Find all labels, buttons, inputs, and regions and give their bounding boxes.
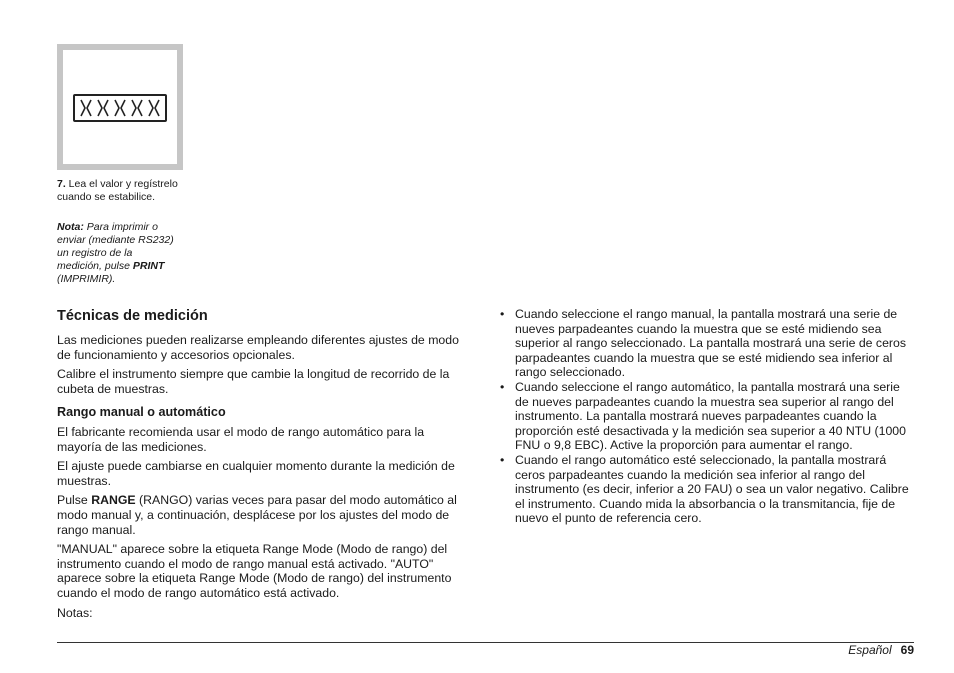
lcd-readout [73,94,167,122]
note-text-end: (IMPRIMIR). [57,273,116,285]
p3-text-end: (RANGO) varias veces para pasar del modo automático al modo manual y, a continuación, desplácese por los ajustes del modo de rango manual. [57,493,457,537]
note [57,221,179,286]
list-item: • Cuando seleccione el rango automático, la pantalla mostrará una serie de nueves parpadeantes cuando la muestra sea superior al rango del instrumento. La pantalla mostrará nueves parpadeantes cuando la proporción esté desactivada y la medición sea superior a 40 NTU (1000 FNU o 9,8 EBC). Active la proporción para aumentar el rango. [500,380,916,453]
list-item: • Cuando seleccione el rango manual, la pantalla mostrará una serie de nueves parpadeantes cuando la muestra que se esté midiendo sea superior al rango seleccionado. La pantalla mostrará una serie de ceros parpadeantes cuando la muestra que se esté midiendo sea inferior al rango seleccionado. [500,307,916,380]
note-text: Para imprimir o enviar (mediante RS232) un registro de la medición, pulse [57,221,174,272]
list-item: • Cuando el rango automático esté seleccionado, la pantalla mostrará ceros parpadeantes cuando la medición sea inferior al rango del instrumento (es decir, inferior a 20 FAU) o sea un valor negativo. Calibre el instrumento. Cuando mida la absorbancia o la transmitancia, fije de nuevo el punto de referencia cero. [500,453,916,526]
step-7 [57,178,179,204]
step-number: 7. [57,178,66,190]
note-label: Nota: [57,221,84,233]
subsection-title: Rango manual o automático [57,405,226,420]
subsection-paragraph-4: "MANUAL" aparece sobre la etiqueta Range Mode (Modo de rango) del instrumento cuando el modo de rango manual está activado. "AUTO" aparece sobre la etiqueta Range Mode (Modo de rango) del instrumento cuando el modo de rango automático está activado. [57,542,452,600]
step-text: Lea el valor y regístrelo cuando se estabilice. [57,178,178,203]
display-illustration [57,44,183,170]
footer [848,643,914,657]
subsection-paragraph-2: El ajuste puede cambiarse en cualquier momento durante la medición de muestras. [57,459,455,488]
subsection-paragraph-1: El fabricante recomienda usar el modo de rango automático para la mayoría de las mediciones. [57,424,425,454]
print-key: PRINT [132,260,165,272]
section-paragraph-2: Calibre el instrumento siempre que cambie la longitud de recorrido de la cubeta de muestras. [57,367,450,396]
right-column [500,307,916,526]
notes-label: Notas: [57,605,93,620]
footer-rule [57,642,914,643]
page-number: 69 [900,643,914,657]
range-key: RANGE [91,493,136,508]
notes-list [500,307,916,526]
subsection-paragraph-3 [57,493,471,537]
lcd-xxxxx-glyphs [75,96,165,120]
left-column [57,333,471,625]
p3-text: Pulse [57,493,92,508]
section-paragraph-1: Las mediciones pueden realizarse empleando diferentes ajustes de modo de funcionamiento y accesorios opcionales. [57,333,459,362]
footer-language: Español [848,643,892,657]
section-title: Técnicas de medición [57,308,208,324]
